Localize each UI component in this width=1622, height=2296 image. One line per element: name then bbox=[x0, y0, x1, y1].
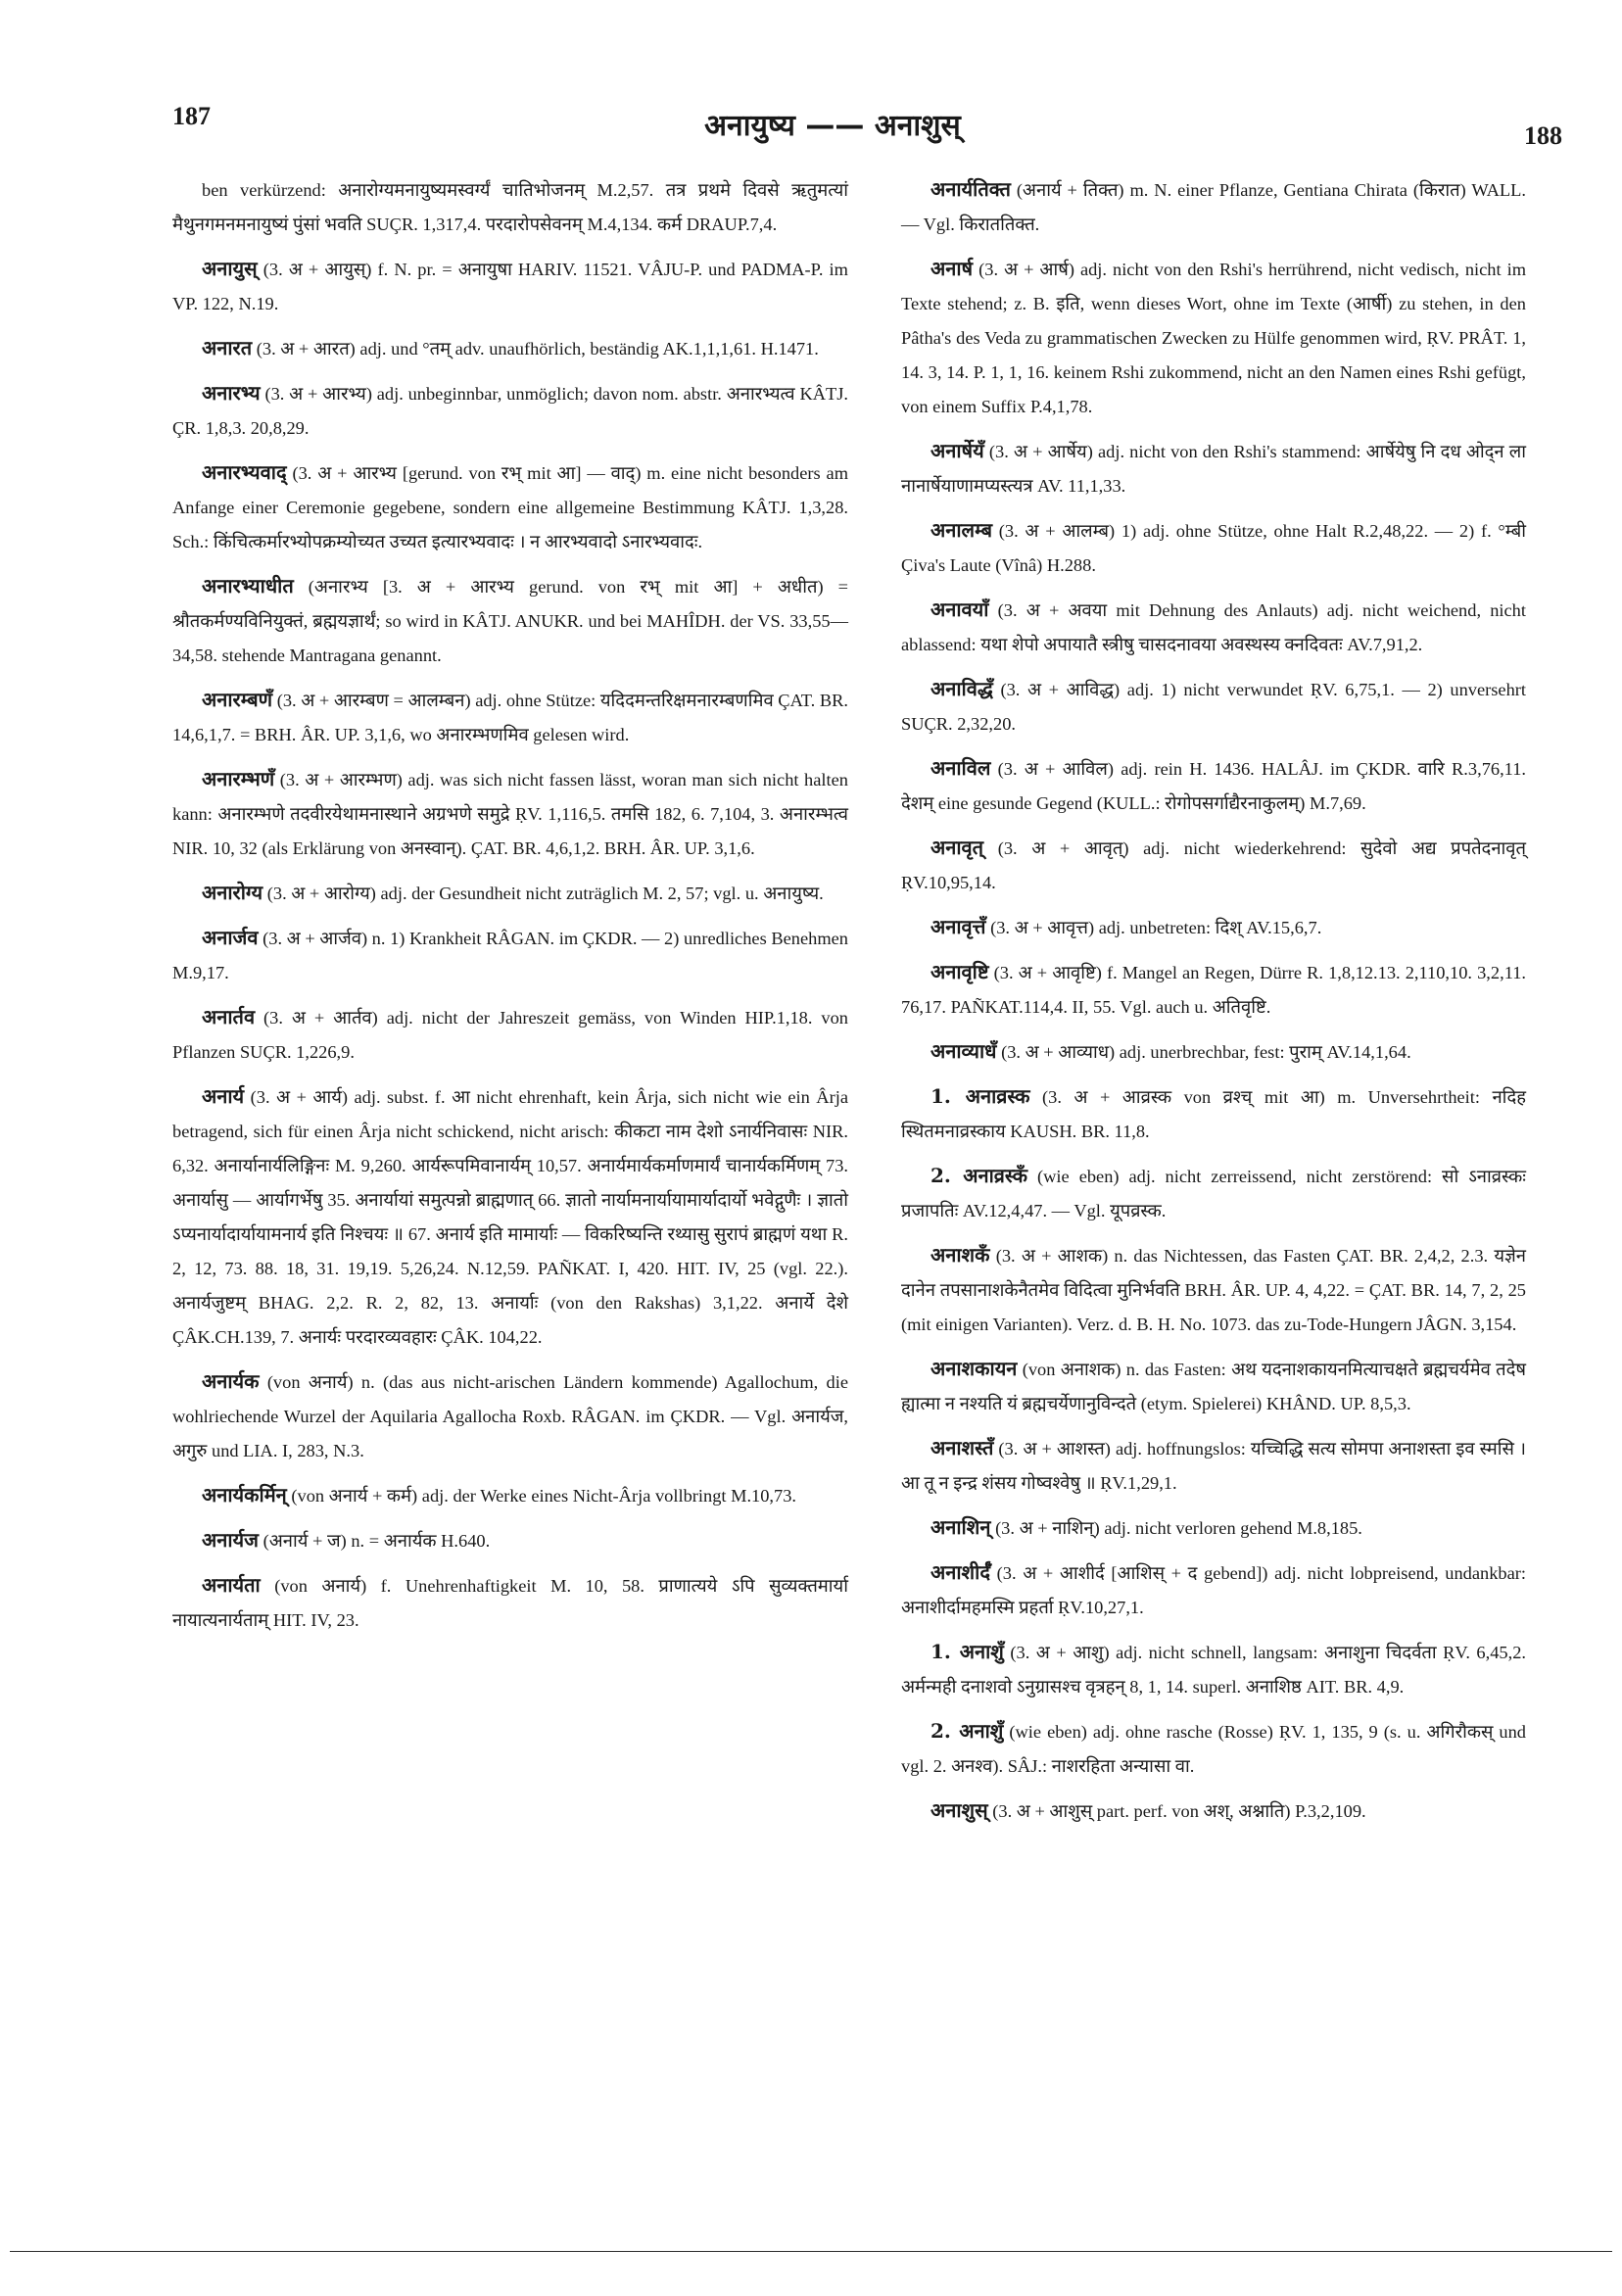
running-head: अनायुष्य —— अनाशुस् bbox=[704, 109, 961, 143]
left-column bbox=[172, 172, 848, 1648]
dictionary-entry bbox=[901, 831, 1526, 900]
dictionary-entry bbox=[172, 376, 848, 446]
entry-headword: अनार्ष bbox=[930, 257, 974, 280]
entry-headword: 1. अनाव्रस्क bbox=[930, 1084, 1030, 1108]
entry-definition: (3. अ + आवृत्) adj. nicht wiederkehrend: सुदेवो अद्य प्रपतेदनावृत् ṚV.10,95,14. bbox=[901, 838, 1526, 892]
dictionary-entry bbox=[901, 1079, 1526, 1149]
entry-definition: (von अनाशक) n. das Fasten: अथ यदनाशकायनमित्याचक्षते ब्रह्मचर्यमेव तदेष ह्यात्मा न नश्यति यं ब्रह्मचर्येणानुविन्दते (etym. Spielerei) KHÂND. UP. 8,5,3. bbox=[901, 1360, 1526, 1413]
entry-definition: (3. अ + आवृत्त) adj. unbetreten: दिश् AV.15,6,7. bbox=[990, 918, 1322, 937]
entry-definition: (wie eben) adj. ohne rasche (Rosse) ṚV. 1, 135, 9 (s. u. अगिरौकस् und vgl. 2. अनश्व). SÂJ.: नाशरहिता अन्यासा वा. bbox=[901, 1722, 1526, 1776]
entry-definition: (3. अ + आविल) adj. rein H. 1436. HALÂJ. im ÇKDR. वारि R.3,76,11. देशम् eine gesunde Gegend (KULL.: रोगोपसर्गाद्यैरनाकुलम्) M.7,69. bbox=[901, 759, 1526, 813]
entry-headword: अनार्तव bbox=[202, 1005, 256, 1028]
entry-headword: अनार्यज bbox=[202, 1528, 259, 1552]
entry-headword: अनारभ्यवाद् bbox=[202, 460, 287, 484]
entry-headword: अनावृष्टि bbox=[930, 960, 989, 983]
entry-definition: (von अनार्य) n. (das aus nicht-arischen Ländern kommende) Agallochum, die wohlriechende Wurzel der Aquilaria Agallocha Roxb. RÂGAN. im ÇKDR. — Vgl. अनार्यज, अगुरु und LIA. I, 283, N.3. bbox=[172, 1372, 848, 1460]
dictionary-entry bbox=[172, 455, 848, 559]
dictionary-entry bbox=[172, 1364, 848, 1468]
entry-headword: अनाशिन् bbox=[930, 1515, 991, 1539]
dictionary-entry bbox=[901, 1238, 1526, 1342]
dictionary-entry bbox=[901, 1159, 1526, 1228]
entry-definition: (3. अ + आयुस्) f. N. pr. = अनायुषा HARIV. 11521. VÂJU-P. und PADMA-P. im VP. 122, N.19. bbox=[172, 260, 848, 313]
dictionary-entry bbox=[901, 1714, 1526, 1784]
entry-headword: अनारत bbox=[202, 336, 253, 359]
entry-definition: (3. अ + आव्रस्क von व्रश्च् mit आ) m. Unversehrtheit: नदिह स्थितमनाव्रस्काय KAUSH. BR. 11,8. bbox=[901, 1087, 1526, 1141]
entry-definition: (wie eben) adj. nicht zerreissend, nicht zerstörend: सो ऽनाव्रस्कः प्रजापतिः AV.12,4,47. — Vgl. यूपव्रस्क. bbox=[901, 1167, 1526, 1220]
entry-definition: (3. अ + अवया mit Dehnung des Anlauts) adj. nicht weichend, nicht ablassend: यथा शेपो अपायातै स्त्रीषु चासदनावया अवस्थस्य क्नदिवतः AV.7,91,2. bbox=[901, 600, 1526, 654]
right-column bbox=[901, 172, 1526, 1839]
dictionary-entry bbox=[172, 1000, 848, 1070]
entry-headword: अनार्षेयँ bbox=[930, 439, 984, 462]
entry-definition: (3. अ + आव्याध) adj. unerbrechbar, fest: पुराम् AV.14,1,64. bbox=[1001, 1042, 1411, 1062]
entry-headword: अनारोग्य bbox=[202, 881, 263, 904]
dictionary-entry bbox=[172, 569, 848, 673]
entry-headword: 2. अनाव्रस्कँ bbox=[930, 1164, 1028, 1187]
dictionary-entry bbox=[172, 762, 848, 866]
page-number-right: 188 bbox=[1524, 121, 1562, 150]
entry-headword: अनाविद्धँ bbox=[930, 677, 993, 700]
dictionary-entry bbox=[901, 593, 1526, 662]
entry-definition: (3. अ + आर्य) adj. subst. f. आ nicht ehrenhaft, kein Ârja, sich nicht wie ein Ârja betragend, sich für einen Ârja nicht schickend, nicht arisch: कीकटा नाम देशो ऽनार्यनिवासः NIR. 6,32. अनार्यानार्यलिङ्गिनः M. 9,260. आर्यरूपमिवानार्यम् 10,57. अनार्यमार्यकर्माणमार्यं चानार्यकर्मिणम् 73. अनार्यासु — आर्यागर्भेषु 35. अनार्यायां समुत्पन्नो ब्राह्मणात् 66. ज्ञातो नार्यामनार्यायामार्यादार्यो भवेद्गुणैः । ज्ञातो ऽप्यनार्यादार्यायामनार्य इति निश्चयः ॥ 67. अनार्य इति मामार्याः — विकरिष्यन्ति रथ्यासु सुरापं ब्राह्मणं यथा R. 2, 12, 73. 88. 18, 31. 19,19. 5,26,24. N.12,59. PAÑKAT. I, 420. HIT. IV, 25 (vgl. 22.). अनार्यजुष्टम् BHAG. 2,2. R. 2, 82, 13. अनार्याः (von den Rakshas) 3,1,22. अनार्ये देशे ÇÂK.CH.139, 7. अनार्यः परदारव्यवहारः ÇÂK. 104,22. bbox=[172, 1087, 848, 1347]
entry-headword: अनार्य bbox=[202, 1084, 245, 1108]
dictionary-entry bbox=[901, 955, 1526, 1025]
dictionary-entry bbox=[172, 1079, 848, 1355]
dictionary-entry bbox=[901, 1555, 1526, 1625]
entry-headword: अनाविल bbox=[930, 756, 991, 780]
entry-headword: अनाशुस् bbox=[930, 1798, 988, 1822]
entry-definition: (von अनार्य) f. Unehrenhaftigkeit M. 10, 58. प्राणात्यये ऽपि सुव्यक्तमार्या नायात्यनार्यताम् HIT. IV, 23. bbox=[172, 1576, 848, 1630]
entry-headword: अनार्यतिक्त bbox=[930, 177, 1011, 201]
footer-rule bbox=[10, 2251, 1612, 2252]
entry-definition: (3. अ + आशुस् part. perf. von अश्, अश्नाति) P.3,2,109. bbox=[992, 1801, 1366, 1821]
entry-definition: (3. अ + आर्षेय) adj. nicht von den Rshi's stammend: आर्षेयेषु नि दध ओद्न ला नानार्षेयाणामप्यस्त्यत्र AV. 11,1,33. bbox=[901, 442, 1526, 496]
entry-headword: अनार्यकर्मिन् bbox=[202, 1483, 287, 1507]
entry-definition: (3. अ + आवृष्टि) f. Mangel an Regen, Dürre R. 1,8,12.13. 2,110,10. 3,2,11. 76,17. PAÑKAT.114,4. II, 55. Vgl. auch u. अतिवृष्टि. bbox=[901, 963, 1526, 1017]
entry-headword: अनाशकँ bbox=[930, 1243, 990, 1267]
dictionary-entry bbox=[901, 672, 1526, 741]
entry-definition: (3. अ + आरभ्य [gerund. von रभ् mit आ] — वाद्) m. eine nicht besonders am Anfange einer Ceremonie gegebene, sondern eine allgemeine Bestimmung KÂTJ. 1,3,28. Sch.: किंचित्कर्मारभ्योपक्रम्योच्यत उच्यत इत्यारभ्यवादः । न आरभ्यवादो ऽनारभ्यवादः. bbox=[172, 463, 848, 551]
entry-definition: (3. अ + आविद्ध) adj. 1) nicht verwundet ṚV. 6,75,1. — 2) unversehrt SUÇR. 2,32,20. bbox=[901, 680, 1526, 734]
entry-definition: (3. अ + आशीर्द [आशिस् + द gebend]) adj. nicht lobpreisend, undankbar: अनाशीर्दामहमस्मि प्रहर्ता ṚV.10,27,1. bbox=[901, 1563, 1526, 1617]
entry-definition: (3. अ + आशस्त) adj. hoffnungslos: यच्चिद्धि सत्य सोमपा अनाशस्ता इव स्मसि । आ तू न इन्द्र शंसय गोष्वश्वेषु ॥ ṚV.1,29,1. bbox=[901, 1439, 1526, 1493]
dictionary-entry bbox=[901, 1431, 1526, 1501]
entry-definition: (3. अ + आर्ष) adj. nicht von den Rshi's herrührend, nicht vedisch, nicht im Texte stehend; z. B. इति, wenn dieses Wort, ohne im Texte (आर्षी) zu stehen, in den Pâtha's des Veda zu grammatischen Zwecken zu Hülfe genommen wird, ṚV. PRÂT. 1, 14. 3, 14. P. 1, 1, 16. keinem Rshi zukommend, nicht an den Namen eines Rshi gefügt, von einem Suffix P.4,1,78. bbox=[901, 260, 1526, 416]
entry-headword: अनार्जव bbox=[202, 926, 259, 949]
entry-definition: (3. अ + आरम्भण) adj. was sich nicht fassen lässt, woran man sich nicht halten kann: अनारम्भणे तदवीरयेथामनास्थाने अग्रभणे समुद्रे ṚV. 1,116,5. तमसि 182, 6. 7,104, 3. अनारम्भत्व NIR. 10, 32 (als Erklärung von अनस्वान्‌). ÇAT. BR. 4,6,1,2. BRH. ÂR. UP. 3,1,6. bbox=[172, 770, 848, 858]
dictionary-entry bbox=[901, 1510, 1526, 1546]
dictionary-entry bbox=[901, 172, 1526, 242]
dictionary-entry bbox=[172, 921, 848, 990]
dictionary-entry bbox=[901, 1352, 1526, 1421]
entry-headword: अनार्यक bbox=[202, 1369, 260, 1393]
entry-headword: अनारम्भणँ bbox=[202, 767, 275, 790]
dictionary-entry bbox=[901, 1034, 1526, 1070]
dictionary-entry bbox=[901, 910, 1526, 945]
entry-headword: 2. अनाशुँ bbox=[930, 1719, 1004, 1743]
dictionary-entry bbox=[901, 434, 1526, 503]
entry-headword: अनालम्ब bbox=[930, 518, 993, 542]
dictionary-entry bbox=[172, 1568, 848, 1638]
entry-definition: (3. अ + आर्तव) adj. nicht der Jahreszeit gemäss, von Winden HIP.1,18. von Pflanzen SUÇR. 1,226,9. bbox=[172, 1008, 848, 1062]
entry-headword: अनाशकायन bbox=[930, 1357, 1018, 1380]
dictionary-entry bbox=[172, 683, 848, 752]
entry-definition: (अनारभ्य [3. अ + आरभ्य gerund. von रभ् mit आ] + अधीत) = श्रौतकर्मण्यविनियुक्तं, ब्रह्मयज्ञार्थं; so wird in KÂTJ. ANUKR. und bei MAHÎDH. der VS. 33,55—34,58. stehende Mantragana genannt. bbox=[172, 577, 848, 665]
entry-headword: अनाशस्तँ bbox=[930, 1436, 994, 1459]
dictionary-entry bbox=[901, 751, 1526, 821]
entry-headword: अनायुस् bbox=[202, 257, 258, 280]
entry-definition: (3. अ + आलम्ब) 1) adj. ohne Stütze, ohne Halt R.2,48,22. — 2) f. °म्बी Çiva's Laute (Vînâ) H.288. bbox=[901, 521, 1526, 575]
dictionary-entry bbox=[901, 1635, 1526, 1704]
entry-definition: (3. अ + आरोग्य) adj. der Gesundheit nicht zuträglich M. 2, 57; vgl. u. अनायुष्य. bbox=[266, 884, 824, 903]
entry-definition: (अनार्य + ज) n. = अनार्यक H.640. bbox=[262, 1531, 491, 1551]
entry-headword: 1. अनाशुँ bbox=[930, 1640, 1004, 1663]
dictionary-entry bbox=[172, 331, 848, 366]
entry-definition: (3. अ + आरत) adj. und °तम् adv. unaufhörlich, beständig AK.1,1,1,61. H.1471. bbox=[256, 339, 819, 359]
dictionary-entry bbox=[172, 252, 848, 321]
entry-definition: (3. अ + आर्जव) n. 1) Krankheit RÂGAN. im ÇKDR. — 2) unredliches Benehmen M.9,17. bbox=[172, 929, 848, 982]
entry-definition: (अनार्य + तिक्त) m. N. einer Pflanze, Gentiana Chirata (किरात) WALL. — Vgl. किराततिक्त. bbox=[901, 180, 1526, 234]
dictionary-entry bbox=[172, 172, 848, 242]
entry-definition: (von अनार्य + कर्म) adj. der Werke eines Nicht-Ârja vollbringt M.10,73. bbox=[291, 1486, 797, 1506]
entry-definition: (3. अ + आरभ्य) adj. unbeginnbar, unmöglich; davon nom. abstr. अनारभ्यत्व KÂTJ. ÇR. 1,8,3. 20,8,29. bbox=[172, 384, 848, 438]
entry-headword: अनारभ्याधीत bbox=[202, 574, 294, 598]
entry-headword: अनारम्बणँ bbox=[202, 688, 273, 711]
dictionary-entry bbox=[901, 252, 1526, 424]
dictionary-entry bbox=[172, 1478, 848, 1513]
page-number-left: 187 bbox=[172, 102, 211, 130]
entry-definition: ben verkürzend: अनारोग्यमनायुष्यमस्वर्ग्यं चातिभोजनम् M.2,57. तत्र प्रथमे दिवसे ऋतुमत्यां मैथुनगमनमनायुष्यं पुंसां भवति SUÇR. 1,317,4. परदारोपसेवनम् M.4,134. कर्म DRAUP.7,4. bbox=[172, 180, 848, 234]
entry-headword: अनावृत्तँ bbox=[930, 915, 986, 938]
entry-headword: अनाशीर्दँ bbox=[930, 1560, 990, 1584]
entry-definition: (3. अ + आशक) n. das Nichtessen, das Fasten ÇAT. BR. 2,4,2, 2.3. यज्ञेन दानेन तपसानाशकेनैतमेव विदित्वा मुनिर्भवति BRH. ÂR. UP. 4, 4,22. = ÇAT. BR. 14, 7, 2, 25 (mit einigen Varianten). Verz. d. B. H. No. 1073. das zu-Tode-Hungern JÂGN. 3,154. bbox=[901, 1246, 1526, 1334]
entry-headword: अनार्यता bbox=[202, 1573, 261, 1597]
entry-definition: (3. अ + नाशिन्) adj. nicht verloren gehend M.8,185. bbox=[995, 1518, 1362, 1538]
dictionary-entry bbox=[172, 876, 848, 911]
entry-headword: अनारभ्य bbox=[202, 381, 261, 405]
entry-headword: अनावयाँ bbox=[930, 598, 989, 621]
entry-headword: अनाव्याधँ bbox=[930, 1039, 997, 1063]
entry-headword: अनावृत् bbox=[930, 836, 984, 859]
dictionary-entry bbox=[901, 1794, 1526, 1829]
dictionary-entry bbox=[172, 1523, 848, 1558]
entry-definition: (3. अ + आशु) adj. nicht schnell, langsam: अनाशुना चिदर्वता ṚV. 6,45,2. अर्मन्मही दनाशवो ऽनुग्रासश्च वृत्रहन् 8, 1, 14. superl. अनाशिष्ठ AIT. BR. 4,9. bbox=[901, 1643, 1526, 1697]
dictionary-entry bbox=[901, 513, 1526, 583]
entry-definition: (3. अ + आरम्बण = आलम्बन) adj. ohne Stütze: यदिदमन्तरिक्षमनारम्बणमिव ÇAT. BR. 14,6,1,7. = BRH. ÂR. UP. 3,1,6, wo अनारम्भणमिव gelesen wird. bbox=[172, 691, 849, 744]
